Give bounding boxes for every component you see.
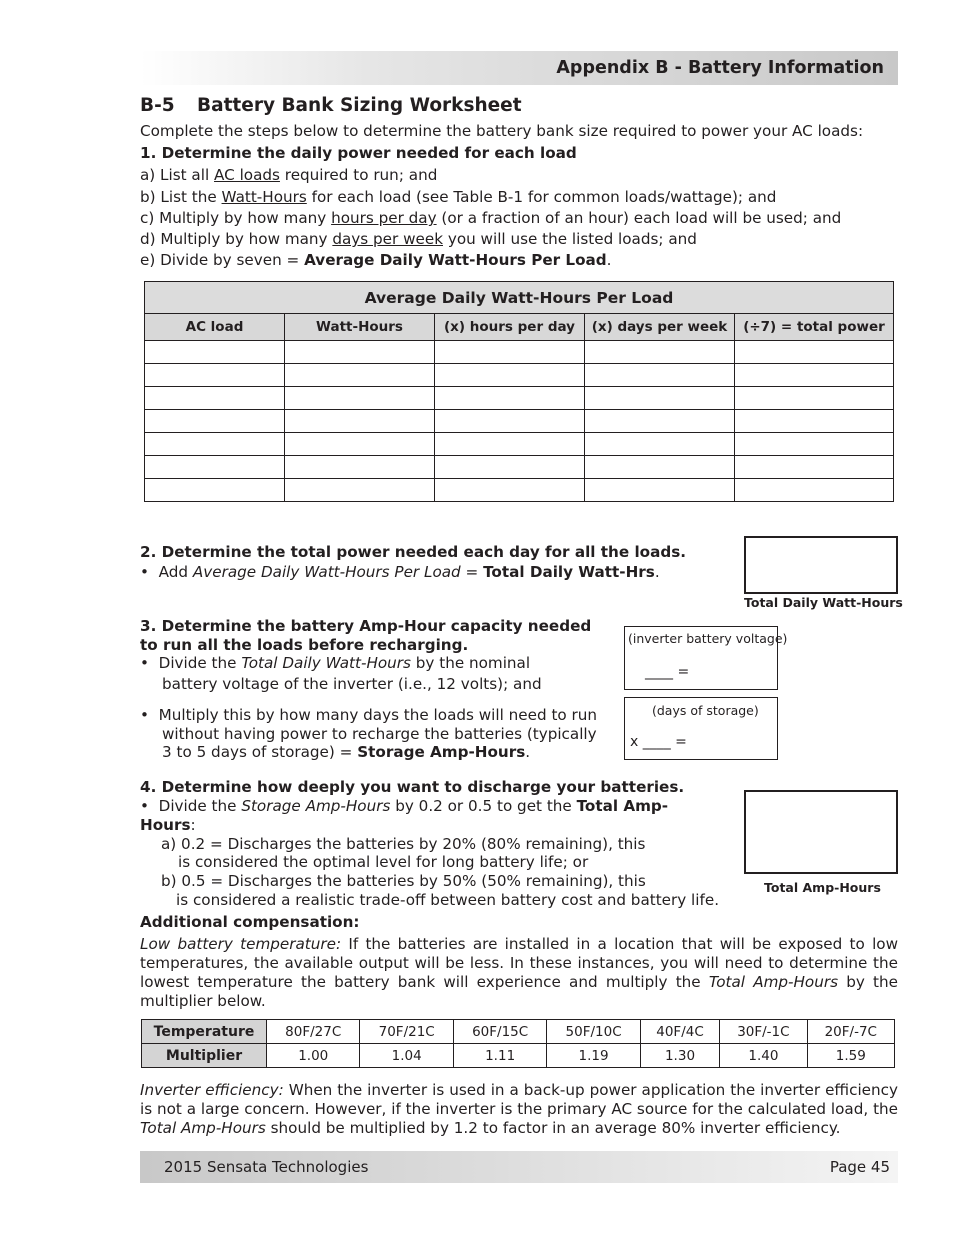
temperature-cell: 60F/15C xyxy=(453,1020,546,1044)
step3-heading-line2: to run all the loads before recharging. xyxy=(140,636,469,654)
table-cell[interactable] xyxy=(285,433,435,456)
load-table-header-row xyxy=(145,314,894,341)
multiplier-cell: 1.40 xyxy=(720,1044,807,1068)
table-row xyxy=(145,341,894,364)
table-cell[interactable] xyxy=(735,387,894,410)
total-amp-hours-caption: Total Amp-Hours xyxy=(764,880,881,895)
days-of-storage-box[interactable] xyxy=(624,697,778,760)
table-cell[interactable] xyxy=(735,456,894,479)
temperature-cell: 30F/-1C xyxy=(720,1020,807,1044)
table-cell[interactable] xyxy=(285,456,435,479)
column-header: (÷7) = total power xyxy=(735,314,894,341)
step1-heading: 1. Determine the daily power needed for each load xyxy=(140,144,577,162)
table-cell[interactable] xyxy=(145,410,285,433)
table-cell[interactable] xyxy=(585,410,735,433)
temperature-row xyxy=(142,1020,895,1044)
multiplier-cell: 1.11 xyxy=(453,1044,546,1068)
multiplier-cell: 1.04 xyxy=(360,1044,453,1068)
table-cell[interactable] xyxy=(145,479,285,502)
section-number: B-5 xyxy=(140,95,175,116)
step4-option-b-line2: is considered a realistic trade-off between battery cost and battery life. xyxy=(176,891,720,909)
column-header: (x) days per week xyxy=(585,314,735,341)
step4-option-b: b) 0.5 = Discharges the batteries by 50% (50% remaining), this xyxy=(161,872,646,890)
load-worksheet-table xyxy=(144,281,894,502)
step2-bullet: • Add Average Daily Watt-Hours Per Load = Total Daily Watt-Hrs. xyxy=(140,563,660,581)
table-cell[interactable] xyxy=(735,364,894,387)
table-cell[interactable] xyxy=(735,341,894,364)
table-cell[interactable] xyxy=(585,479,735,502)
days-of-storage-label: (days of storage) xyxy=(652,703,759,718)
table-row xyxy=(145,456,894,479)
load-table-title: Average Daily Watt-Hours Per Load xyxy=(145,282,894,314)
multiplier-cell: 1.30 xyxy=(640,1044,719,1068)
table-cell[interactable] xyxy=(145,364,285,387)
table-cell[interactable] xyxy=(435,387,585,410)
step3-heading-line1: 3. Determine the battery Amp-Hour capacity needed xyxy=(140,617,592,635)
page-number: Page 45 xyxy=(829,1158,890,1176)
step3-bullet2: • Multiply this by how many days the loads will need to run xyxy=(140,706,598,724)
table-cell[interactable] xyxy=(285,410,435,433)
table-cell[interactable] xyxy=(145,433,285,456)
column-header: AC load xyxy=(145,314,285,341)
section-title xyxy=(140,95,522,116)
multiplier-cell: 1.00 xyxy=(267,1044,360,1068)
table-cell[interactable] xyxy=(735,410,894,433)
step4-heading: 4. Determine how deeply you want to discharge your batteries. xyxy=(140,778,685,796)
table-cell[interactable] xyxy=(145,387,285,410)
total-daily-watt-hours-box[interactable] xyxy=(744,536,898,594)
step4-option-a-line2: is considered the optimal level for long battery life; or xyxy=(178,853,589,871)
days-of-storage-formula: x ____ = xyxy=(630,734,687,750)
multiplier-row xyxy=(142,1044,895,1068)
table-cell[interactable] xyxy=(435,341,585,364)
table-cell[interactable] xyxy=(285,387,435,410)
table-cell[interactable] xyxy=(435,364,585,387)
total-amp-hours-box[interactable] xyxy=(744,790,898,874)
step1-item-a: a) List all AC loads required to run; and xyxy=(140,166,438,184)
table-cell[interactable] xyxy=(735,433,894,456)
temperature-cell: 80F/27C xyxy=(267,1020,360,1044)
multiplier-row-header: Multiplier xyxy=(142,1044,267,1068)
battery-voltage-box[interactable] xyxy=(624,626,788,690)
table-row xyxy=(145,433,894,456)
temperature-cell: 40F/4C xyxy=(640,1020,719,1044)
table-cell[interactable] xyxy=(435,456,585,479)
table-cell[interactable] xyxy=(145,456,285,479)
table-cell[interactable] xyxy=(435,479,585,502)
step2-heading: 2. Determine the total power needed each day for all the loads. xyxy=(140,543,687,561)
step4-bullet: • Divide the Storage Amp-Hours by 0.2 or 0.5 to get the Total Amp- xyxy=(140,797,669,815)
step1-item-c: c) Multiply by how many hours per day (or a fraction of an hour) each load will be used; and xyxy=(140,209,842,227)
section-heading: Battery Bank Sizing Worksheet xyxy=(197,95,522,116)
step1-item-e: e) Divide by seven = Average Daily Watt-Hours Per Load. xyxy=(140,251,612,269)
table-cell[interactable] xyxy=(435,410,585,433)
table-cell[interactable] xyxy=(735,479,894,502)
intro-text: Complete the steps below to determine the battery bank size required to power your AC loads: xyxy=(140,122,864,140)
table-cell[interactable] xyxy=(585,456,735,479)
table-cell[interactable] xyxy=(285,479,435,502)
table-cell[interactable] xyxy=(435,433,585,456)
multiplier-cell: 1.59 xyxy=(807,1044,894,1068)
table-cell[interactable] xyxy=(285,341,435,364)
step3-bullet2-line3: 3 to 5 days of storage) = Storage Amp-Hours. xyxy=(162,743,531,761)
table-row xyxy=(145,387,894,410)
table-row xyxy=(145,364,894,387)
low-temperature-paragraph: Low battery temperature: If the batteries are installed in a location that will be exposed to low temperatures, the available output will be less. In these instances, you will need to determine the lowest temperature the battery bank will experience and multiply the Total Amp-Hours by the multiplier below. xyxy=(140,935,898,1010)
temperature-cell: 50F/10C xyxy=(547,1020,640,1044)
multiplier-cell: 1.19 xyxy=(547,1044,640,1068)
page-header-title: Appendix B - Battery Information xyxy=(556,58,884,78)
table-cell[interactable] xyxy=(585,387,735,410)
step3-bullet2-line2: without having power to recharge the batteries (typically xyxy=(162,725,597,743)
column-header: (x) hours per day xyxy=(435,314,585,341)
step1-item-b: b) List the Watt-Hours for each load (see Table B-1 for common loads/wattage); and xyxy=(140,188,777,206)
step4-option-a: a) 0.2 = Discharges the batteries by 20% (80% remaining), this xyxy=(161,835,646,853)
table-cell[interactable] xyxy=(145,341,285,364)
total-daily-watt-hours-caption: Total Daily Watt-Hours xyxy=(744,595,903,610)
battery-voltage-label: (inverter battery voltage) xyxy=(628,631,788,646)
column-header: Watt-Hours xyxy=(285,314,435,341)
table-row xyxy=(145,410,894,433)
step1-item-d: d) Multiply by how many days per week you will use the listed loads; and xyxy=(140,230,697,248)
temperature-cell: 70F/21C xyxy=(360,1020,453,1044)
temperature-row-header: Temperature xyxy=(142,1020,267,1044)
table-cell[interactable] xyxy=(285,364,435,387)
table-cell[interactable] xyxy=(585,341,735,364)
table-cell[interactable] xyxy=(585,364,735,387)
inverter-efficiency-paragraph: Inverter efficiency: When the inverter is used in a back-up power application the inverter efficiency is not a large concern. However, if the inverter is the primary AC source for the calculated load, the Total Amp-Hours should be multiplied by 1.2 to factor in an average 80% inverter efficiency. xyxy=(140,1081,898,1137)
temperature-cell: 20F/-7C xyxy=(807,1020,894,1044)
battery-voltage-formula: ____ = xyxy=(645,664,690,680)
step4-bullet-line2: Hours: xyxy=(140,816,196,834)
footer-copyright: 2015 Sensata Technologies xyxy=(164,1158,369,1176)
step3-bullet1: • Divide the Total Daily Watt-Hours by the nominal xyxy=(140,654,531,672)
step3-bullet1-line2: battery voltage of the inverter (i.e., 12 volts); and xyxy=(162,675,542,693)
table-cell[interactable] xyxy=(585,433,735,456)
compensation-heading: Additional compensation: xyxy=(140,913,360,931)
temperature-multiplier-table xyxy=(141,1019,895,1068)
table-row xyxy=(145,479,894,502)
